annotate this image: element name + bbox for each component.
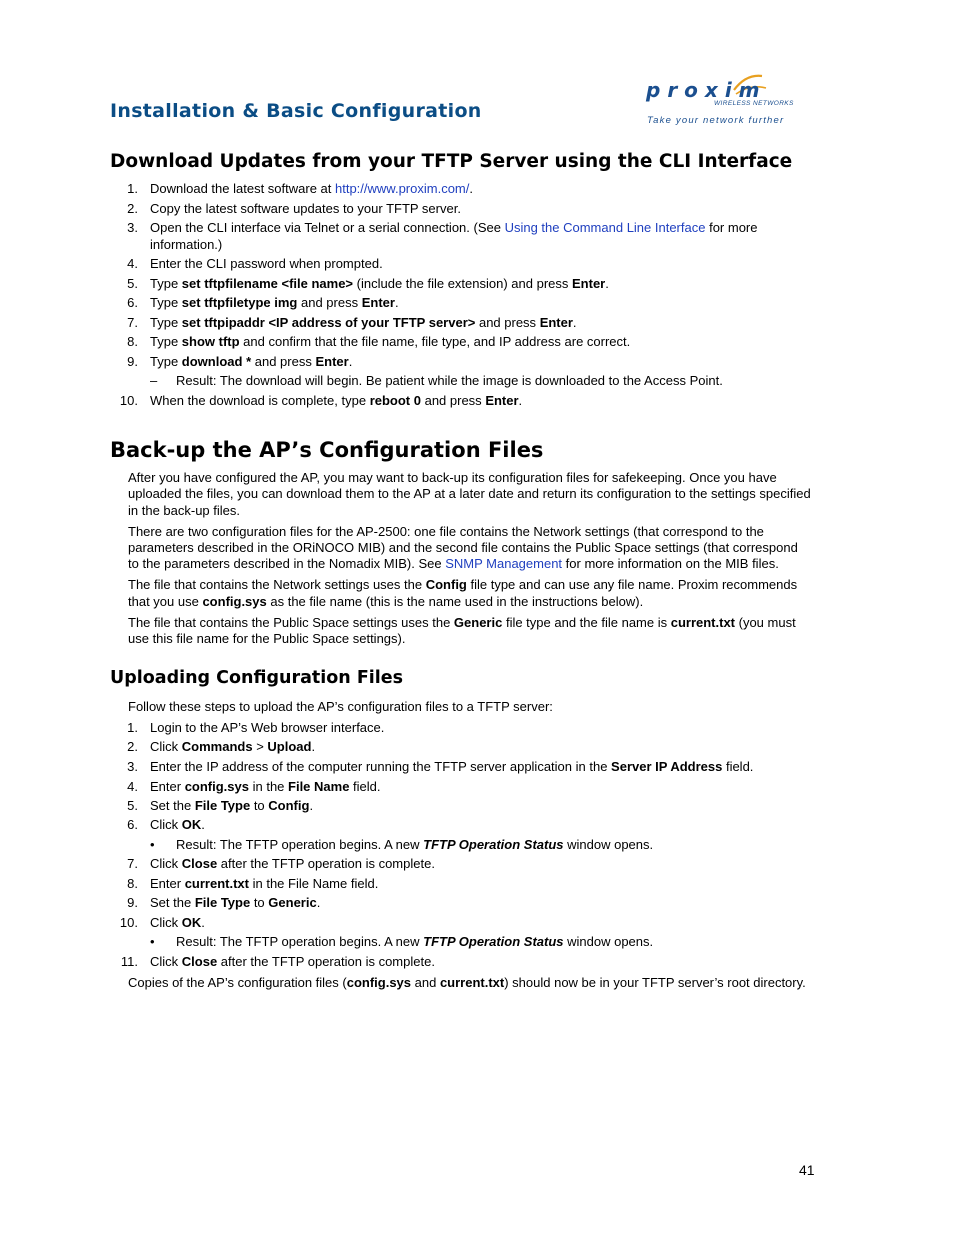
paragraph-line: The file that contains the Public Space settings uses the Generic file type and the file name is current.txt (you must (128, 615, 796, 630)
list-item: Type download * and press Enter. (150, 354, 353, 369)
list-number: 8. (127, 334, 138, 349)
list-number: 7. (127, 856, 138, 871)
list-item: When the download is complete, type reboot 0 and press Enter. (150, 393, 523, 408)
list-item: Open the CLI interface via Telnet or a serial connection. (See Using the Command Line Interface for more (150, 220, 758, 235)
paragraph-line: use this file name for the Public Space settings). (128, 631, 406, 646)
paragraph-line: to the parameters described in the Nomadix MIB). See SNMP Management for more information on the MIB files. (128, 556, 779, 571)
proxim-website-link[interactable]: http://www.proxim.com/ (335, 181, 470, 196)
list-number: 10. (119, 393, 138, 408)
logo-tagline: Take your network further (647, 115, 785, 126)
list-number: 2. (127, 739, 138, 754)
list-item: Type set tftpfiletype img and press Enter. (150, 295, 399, 310)
section-heading-backup: Back-up the AP’s Configuration Files (110, 438, 544, 462)
list-number: 9. (127, 354, 138, 369)
list-number: 4. (127, 779, 138, 794)
bullet-marker: • (150, 837, 155, 852)
paragraph-line: After you have configured the AP, you may want to back-up its configuration files for safekeeping. Once you have (128, 470, 777, 485)
list-item: Type set tftpfilename <file name> (include the file extension) and press Enter. (150, 276, 609, 291)
list-number: 4. (127, 256, 138, 271)
list-item: Login to the AP’s Web browser interface. (150, 720, 385, 735)
list-number: 6. (127, 295, 138, 310)
list-number: 2. (127, 201, 138, 216)
list-number: 7. (127, 315, 138, 330)
result-note: Result: The download will begin. Be patient while the image is downloaded to the Access Point. (176, 373, 723, 388)
result-note: Result: The TFTP operation begins. A new TFTP Operation Status window opens. (176, 837, 654, 852)
paragraph-line: There are two configuration files for the AP-2500: one file contains the Network settings (that correspond to the (128, 524, 764, 539)
closing-paragraph: Copies of the AP’s configuration files (config.sys and current.txt) should now be in your TFTP server’s root directory. (128, 975, 806, 990)
list-number: 8. (127, 876, 138, 891)
list-number: 5. (127, 276, 138, 291)
list-item: Click OK. (150, 817, 205, 832)
cli-reference-link[interactable]: Using the Command Line Interface (504, 220, 706, 235)
list-item: Type show tftp and confirm that the file name, file type, and IP address are correct. (150, 334, 631, 349)
bullet-marker: • (150, 934, 155, 949)
list-item: Enter current.txt in the File Name field. (150, 876, 379, 891)
logo-wordmark: proxim (646, 78, 767, 102)
list-item: Click Close after the TFTP operation is complete. (150, 954, 435, 969)
list-item-continued: information.) (150, 237, 223, 252)
list-number: 1. (127, 181, 138, 196)
paragraph-line: parameters described in the ORiNOCO MIB) and the second file contains the Public Space settings (that correspond (128, 540, 798, 555)
list-number: 1. (127, 720, 138, 735)
page-number: 41 (799, 1162, 815, 1178)
list-item: Click Close after the TFTP operation is complete. (150, 856, 435, 871)
list-number: 6. (127, 817, 138, 832)
paragraph-line: in the back-up files. (128, 503, 241, 518)
logo-subtitle: WIRELESS NETWORKS (714, 100, 794, 107)
list-item: Copy the latest software updates to your TFTP server. (150, 201, 461, 216)
running-header: Installation & Basic Configuration (110, 100, 482, 122)
list-item: Enter the IP address of the computer running the TFTP server application in the Server IP Address field. (150, 759, 754, 774)
snmp-management-link[interactable]: SNMP Management (445, 556, 563, 571)
result-note: Result: The TFTP operation begins. A new TFTP Operation Status window opens. (176, 934, 654, 949)
list-item: Download the latest software at http://www.proxim.com/. (150, 181, 473, 196)
list-number: 3. (127, 220, 138, 235)
list-number: 10. (119, 915, 138, 930)
list-number: 9. (127, 895, 138, 910)
list-item: Type set tftpipaddr <IP address of your TFTP server> and press Enter. (150, 315, 577, 330)
section-heading-download: Download Updates from your TFTP Server using the CLI Interface (110, 151, 793, 172)
list-item: Click OK. (150, 915, 205, 930)
paragraph-line: The file that contains the Network settings uses the Config file type and can use any file name. Proxim recommends (128, 577, 798, 592)
list-item: Click Commands > Upload. (150, 739, 316, 754)
paragraph-line: that you use config.sys as the file name (this is the name used in the instructions below). (128, 594, 644, 609)
list-number: 3. (127, 759, 138, 774)
list-item: Set the File Type to Config. (150, 798, 314, 813)
dash-marker: – (150, 373, 158, 388)
proxim-logo (646, 72, 806, 130)
subsection-heading-uploading: Uploading Configuration Files (110, 668, 404, 688)
list-number: 11. (120, 954, 138, 969)
list-number: 5. (127, 798, 138, 813)
list-item: Enter config.sys in the File Name field. (150, 779, 381, 794)
paragraph-line: uploaded the files, you can download them to the AP at a later date and return its configuration to the settings specified (128, 486, 811, 501)
paragraph-line: Follow these steps to upload the AP’s configuration files to a TFTP server: (128, 699, 553, 714)
list-item: Enter the CLI password when prompted. (150, 256, 383, 271)
list-item: Set the File Type to Generic. (150, 895, 321, 910)
